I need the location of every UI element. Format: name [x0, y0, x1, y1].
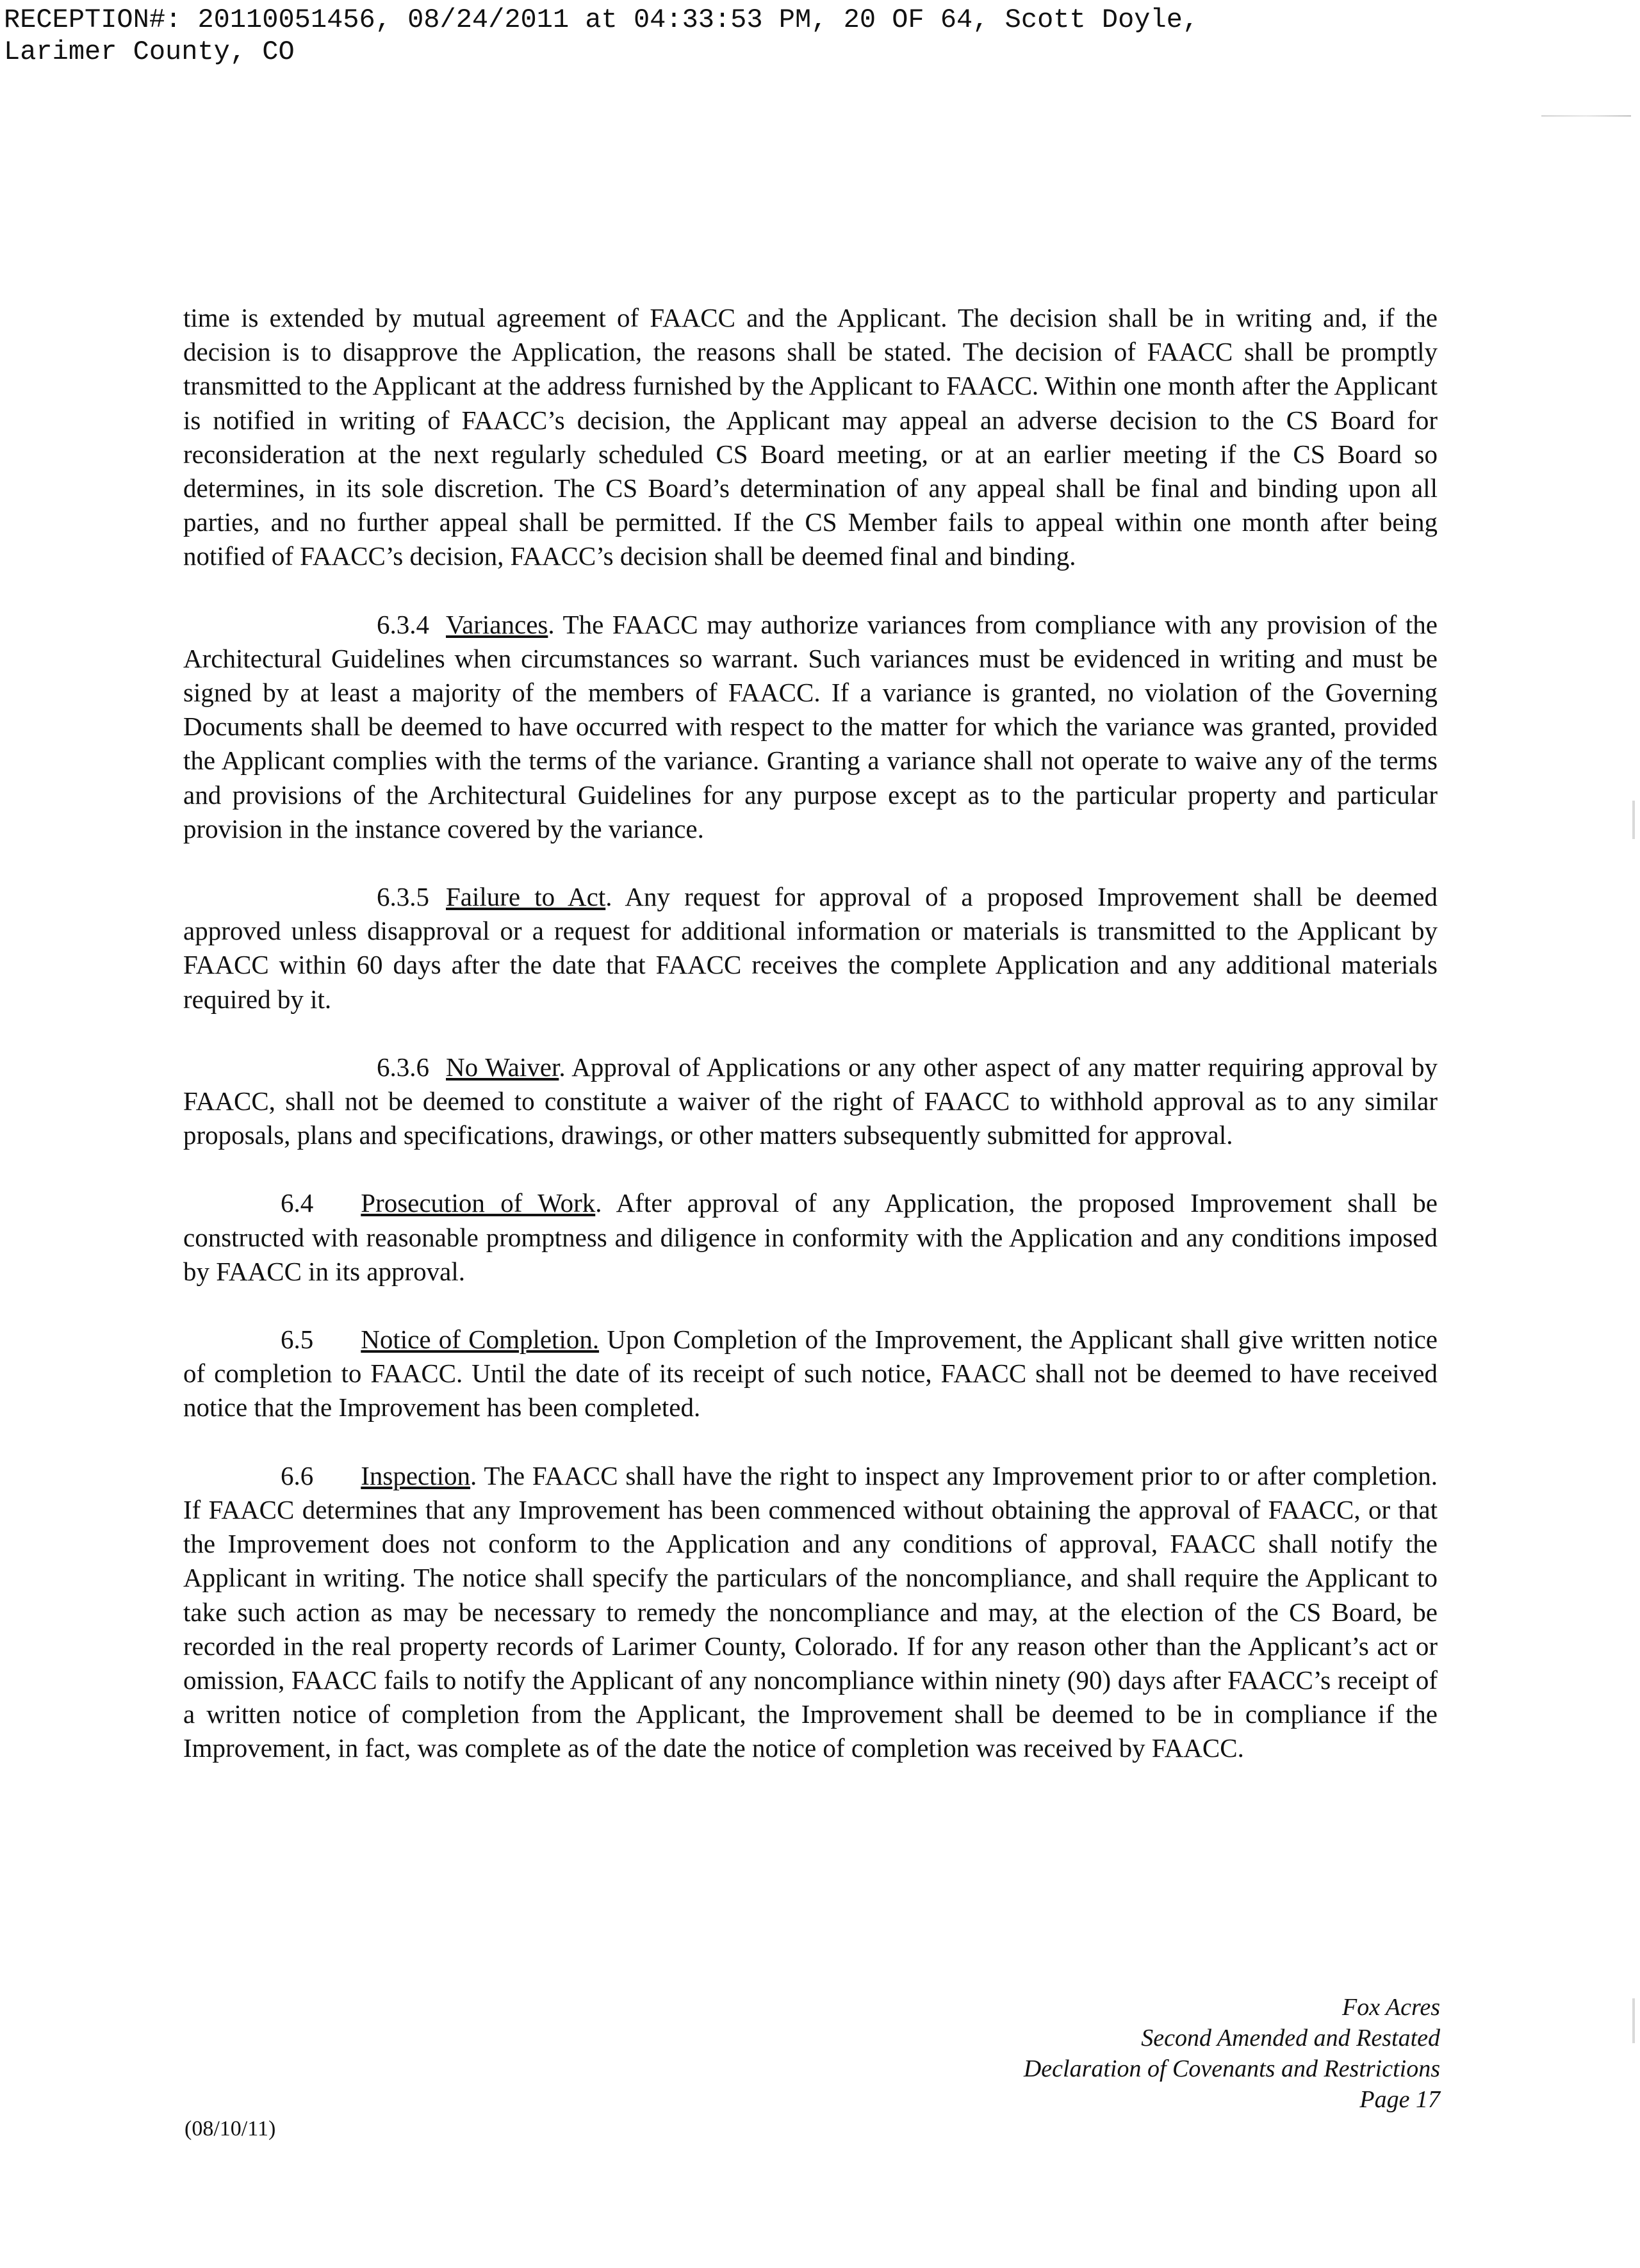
scan-artifact	[1541, 115, 1631, 117]
continuation-paragraph: time is extended by mutual agreement of FAACC and the Applicant. The decision shall be in writing and, if the decision is to disapprove the Application, the reasons shall be stated. The decision of FAACC shall be promptly transmitted to the Applicant at the address furnished by the Applicant to FAACC. Within one month after the Applicant is notified in writing of FAACC’s decision, the Applicant may appeal an adverse decision to the CS Board for reconsideration at the next regularly scheduled CS Board meeting, or at an earlier meeting if the CS Board so determines, in its sole discretion. The CS Board’s determination of any appeal shall be final and binding upon all parties, and no further appeal shall be permitted. If the CS Member fails to appeal within one month after being notified of FAACC’s decision, FAACC’s decision shall be deemed final and binding.	[183, 303, 1438, 571]
section-heading: Inspection	[361, 1460, 471, 1490]
section-number: 6.3.5	[377, 882, 429, 912]
section-6-3-4	[183, 608, 1438, 846]
section-heading: Failure to Act	[446, 882, 606, 912]
section-6-5	[183, 1323, 1438, 1425]
scan-edge-mark	[1632, 1998, 1635, 2043]
page-number: Page 17	[1359, 2086, 1440, 2113]
section-number: 6.5	[281, 1325, 314, 1355]
revision-date: (08/10/11)	[184, 2117, 276, 2141]
stamp-line-1: RECEPTION#: 20110051456, 08/24/2011 at 04:33:53 PM, 20 OF 64, Scott Doyle,	[4, 4, 1199, 35]
section-6-3-6	[183, 1050, 1438, 1153]
recording-stamp	[4, 4, 1199, 68]
section-text: . The FAACC may authorize variances from compliance with any provision of the Architectural Guidelines when circumstances so warrant. Such variances must be evidenced in writing and must be signed by at least a majority of the members of FAACC. If a variance is granted, no violation of the Governing Documents shall be deemed to have occurred with respect to the matter for which the variance was granted, provided the Applicant complies with the terms of the variance. Granting a variance shall not operate to waive any of the terms and provisions of the Architectural Guidelines for any purpose except as to the particular property and particular provision in the instance covered by the variance.	[183, 609, 1438, 844]
section-text: . Any request for approval of a proposed Improvement shall be deemed approved unless disapproval or a request for additional information or materials is transmitted to the Applicant by FAACC within 60 days after the date that FAACC receives the complete Application and any additional materials required by it.	[183, 882, 1438, 1014]
section-6-6	[183, 1459, 1438, 1766]
section-number: 6.3.6	[377, 1052, 429, 1082]
section-heading: No Waiver	[446, 1052, 559, 1082]
section-heading: Notice of Completion.	[361, 1325, 600, 1355]
section-number: 6.6	[281, 1460, 314, 1490]
section-text: . The FAACC shall have the right to inspect any Improvement prior to or after completion. If FAACC determines that any Improvement has been commenced without obtaining the approval of FAACC, or that the Improvement does not conform to the Application and any conditions of approval, FAACC shall notify the Applicant in writing. The notice shall specify the particulars of the noncompliance, and shall require the Applicant to take such action as may be necessary to remedy the noncompliance and may, at the election of the CS Board, be recorded in the real property records of Larimer County, Colorado. If for any reason other than the Applicant’s act or omission, FAACC fails to notify the Applicant of any noncompliance within ninety (90) days after FAACC’s receipt of a written notice of completion from the Applicant, the Improvement shall be deemed to be in compliance if the Improvement, in fact, was complete as of the date the notice of completion was received by FAACC.	[183, 1460, 1438, 1763]
document-body	[183, 301, 1438, 1800]
footer-line: Second Amended and Restated	[1141, 2025, 1440, 2052]
section-heading: Variances	[446, 609, 548, 639]
section-6-3-5	[183, 880, 1438, 1016]
section-number: 6.4	[281, 1188, 314, 1218]
section-text: . After approval of any Application, the proposed Improvement shall be constructed with reasonable promptness and diligence in conformity with the Application and any conditions imposed by FAACC in its approval.	[183, 1188, 1438, 1286]
section-6-4	[183, 1186, 1438, 1289]
document-footer-title	[1024, 1992, 1440, 2115]
footer-line: Declaration of Covenants and Restrictions	[1023, 2055, 1440, 2082]
section-heading: Prosecution of Work	[361, 1188, 596, 1218]
footer-line: Fox Acres	[1341, 1994, 1440, 2021]
stamp-line-2: Larimer County, CO	[4, 37, 295, 67]
section-number: 6.3.4	[377, 609, 429, 639]
scan-edge-mark	[1632, 801, 1635, 839]
section-text: . Approval of Applications or any other aspect of any matter requiring approval by FAACC, shall not be deemed to constitute a waiver of the right of FAACC to withhold approval as to any similar proposals, plans and specifications, drawings, or other matters subsequently submitted for approval.	[183, 1052, 1438, 1150]
section-text: Upon Completion of the Improvement, the Applicant shall give written notice of completion to FAACC. Until the date of its receipt of such notice, FAACC shall not be deemed to have received notice that the Improvement has been completed.	[183, 1325, 1438, 1423]
